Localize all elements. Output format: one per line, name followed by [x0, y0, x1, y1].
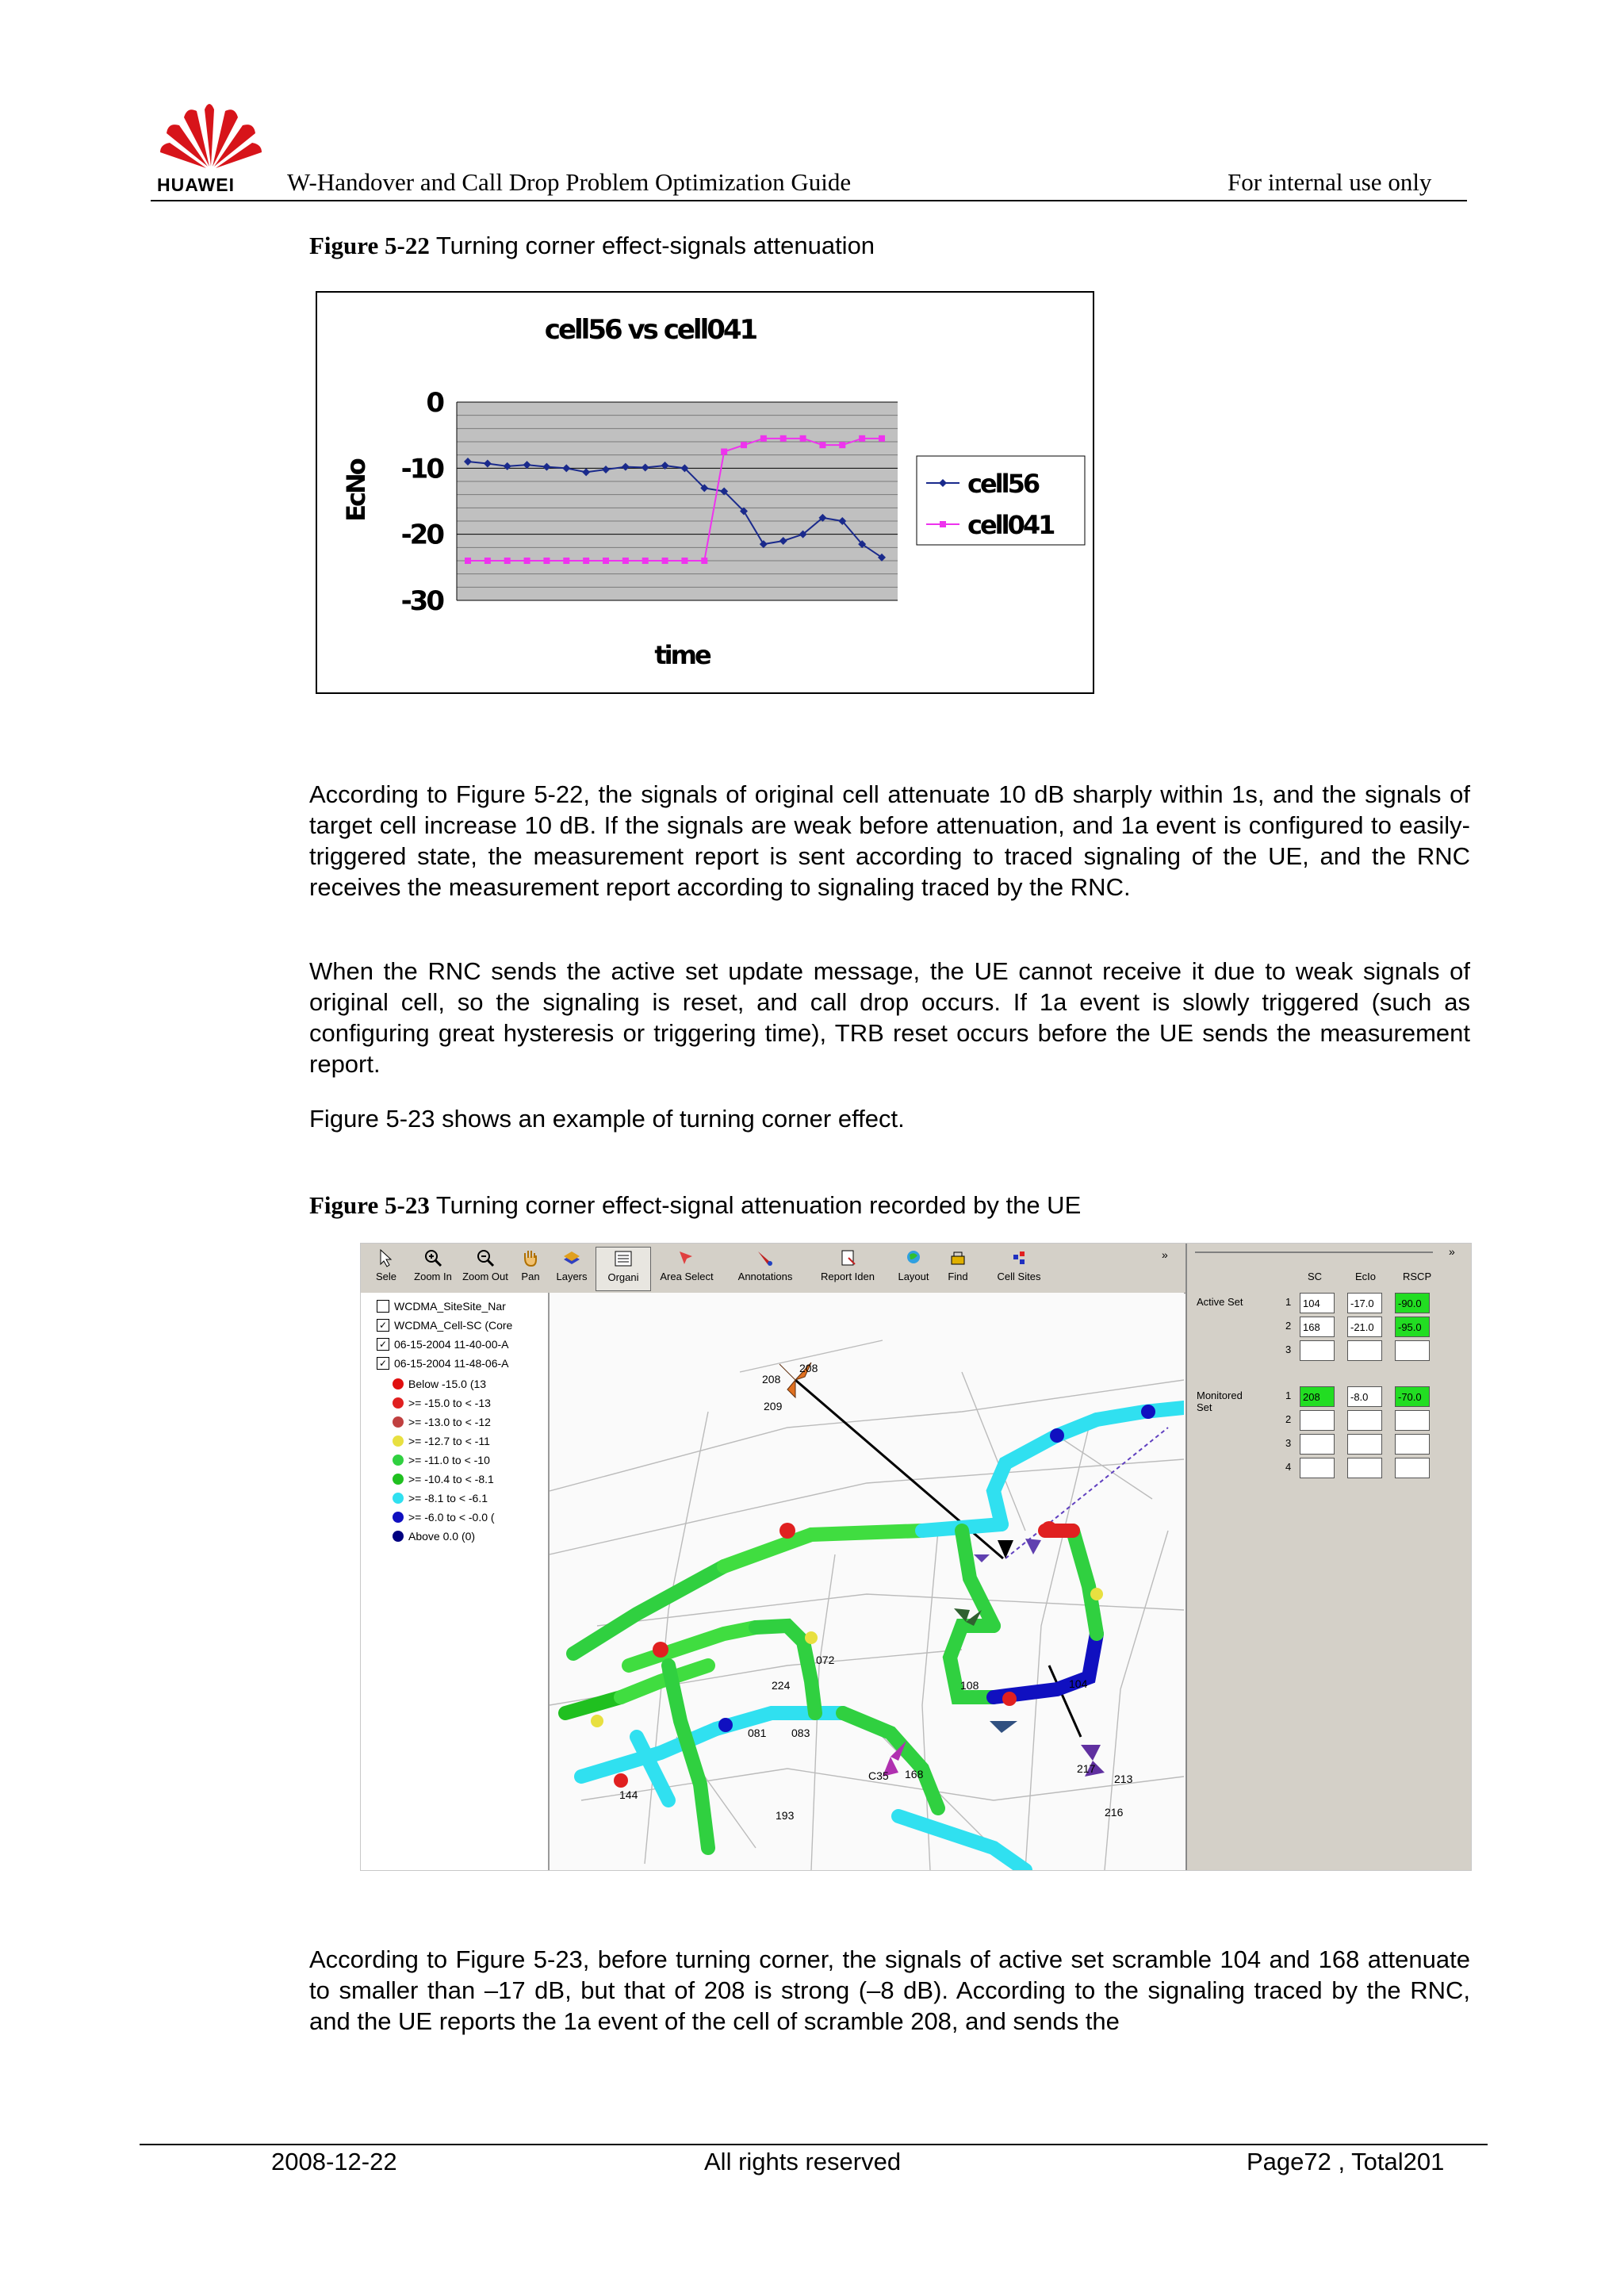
site-label: 213	[1114, 1773, 1133, 1785]
site-label: 216	[1105, 1806, 1124, 1819]
figure-23-text: Turning corner effect-signal attenuation recorded by the UE	[435, 1191, 1082, 1219]
legend-dot-icon	[393, 1416, 404, 1428]
data-point-cell041	[563, 558, 569, 564]
tool-zoom-in[interactable]: Zoom In	[408, 1247, 458, 1290]
col-header-ecio: EcIo	[1355, 1271, 1377, 1282]
site-label: 083	[791, 1727, 810, 1739]
data-point-cell041	[583, 558, 589, 564]
data-point-cell041	[622, 558, 629, 564]
legend-label: >= -8.1 to < -6.1	[408, 1492, 488, 1504]
data-point-cell041	[504, 558, 511, 564]
data-point-cell041	[800, 435, 806, 442]
panel-slider[interactable]	[1195, 1251, 1433, 1253]
cell-rscp	[1395, 1434, 1430, 1455]
drive-test-screenshot	[360, 1243, 1472, 1871]
cell-ecio	[1347, 1458, 1382, 1478]
cell-ecio: -8.0	[1347, 1386, 1382, 1407]
legend-label-cell041: cell041	[967, 510, 1054, 540]
legend-dot-icon	[393, 1493, 404, 1504]
legend-row	[393, 1527, 475, 1545]
site-label: 193	[776, 1809, 795, 1822]
paragraph-1: According to Figure 5-22, the signals of original cell attenuate 10 dB sharply within 1s, and the signals of target cell increase 10 dB. If the signals are weak before attenuation, and 1a event is configured to easily-triggered state, the measurement report is sent according to traced signaling of the UE, and the RNC receives the measurement report according to signaling traced by the RNC.	[309, 780, 1470, 901]
legend-label: >= -13.0 to < -12	[408, 1416, 491, 1428]
cell-ecio: -21.0	[1347, 1317, 1382, 1337]
site-label: 081	[748, 1727, 767, 1739]
chart-svg	[317, 293, 1093, 692]
legend-dot-icon	[393, 1397, 404, 1409]
figure-22-text: Turning corner effect-signals attenuation	[435, 232, 875, 259]
footer-rights: All rights reserved	[704, 2148, 902, 2175]
tool-zoom-out[interactable]: Zoom Out	[459, 1247, 511, 1290]
cell-sc	[1300, 1434, 1335, 1455]
legend-row	[393, 1489, 488, 1507]
y-tick-label: 0	[426, 387, 442, 419]
site-label: 144	[619, 1788, 638, 1801]
site-label: 104	[1069, 1677, 1088, 1690]
data-point-cell041	[760, 435, 767, 442]
figure-23-label: Figure 5-23	[309, 1191, 430, 1219]
tree-item[interactable]: ✓ 06-15-2004 11-40-00-A	[377, 1336, 509, 1353]
site-label: 072	[816, 1654, 835, 1666]
tool-area-select[interactable]: Area Select	[651, 1247, 722, 1290]
toolbar-overflow-icon[interactable]: »	[1162, 1248, 1168, 1261]
cell-sc	[1300, 1458, 1335, 1478]
map-canvas	[550, 1293, 1184, 1870]
data-point-cell041	[681, 558, 688, 564]
zoom-in-icon	[423, 1248, 443, 1267]
tool-layout[interactable]: Layout	[889, 1247, 938, 1290]
set-index: 4	[1285, 1461, 1292, 1473]
zoom-out-icon	[475, 1248, 496, 1267]
set-index: 2	[1285, 1413, 1292, 1425]
set-index: 2	[1285, 1320, 1292, 1332]
huawei-wordmark: HUAWEI	[157, 174, 235, 195]
legend-dot-icon	[393, 1474, 404, 1485]
figure-22-caption	[309, 232, 875, 260]
site-label: 208	[762, 1373, 781, 1386]
tool-report-identifier[interactable]: Report Iden	[808, 1247, 887, 1290]
tree-item[interactable]: WCDMA_SiteSite_Nar	[377, 1297, 506, 1315]
data-point-cell041	[741, 442, 747, 448]
site-label: 108	[960, 1679, 979, 1692]
legend-row	[393, 1451, 490, 1469]
tree-item[interactable]: ✓ WCDMA_Cell-SC (Core	[377, 1317, 512, 1334]
cell-ecio	[1347, 1410, 1382, 1431]
data-point-cell041	[543, 558, 550, 564]
layout-icon	[903, 1248, 924, 1267]
legend-label: >= -6.0 to < -0.0 (	[408, 1511, 495, 1524]
site-label: 224	[772, 1679, 791, 1692]
legend-row	[393, 1508, 495, 1526]
set-index: 3	[1285, 1437, 1292, 1449]
map-toolbar	[361, 1244, 1185, 1294]
data-point-cell041	[603, 558, 609, 564]
tool-annotations[interactable]: Annotations	[724, 1247, 806, 1290]
col-header-rscp: RSCP	[1403, 1271, 1432, 1282]
huawei-petals-icon	[157, 94, 265, 170]
active-set-label: Active Set	[1197, 1296, 1243, 1308]
tool-find[interactable]: Find	[940, 1247, 976, 1290]
data-point-cell041	[524, 558, 530, 564]
cell-rscp	[1395, 1410, 1430, 1431]
legend-row	[393, 1413, 491, 1431]
legend-label-cell56: cell56	[967, 469, 1039, 499]
legend-dot-icon	[393, 1531, 404, 1542]
legend-label: >= -11.0 to < -10	[408, 1454, 490, 1466]
header-rule	[151, 200, 1467, 201]
cell-rscp: -90.0	[1395, 1293, 1430, 1313]
cell-sc: 208	[1300, 1386, 1335, 1407]
data-point-cell041	[839, 442, 845, 448]
annotation-icon	[755, 1248, 776, 1267]
active-set-panel	[1185, 1244, 1472, 1870]
cell-rscp	[1395, 1458, 1430, 1478]
chart-title: cell56 vs cell041	[544, 314, 756, 346]
cell-sc: 168	[1300, 1317, 1335, 1337]
set-index: 1	[1285, 1389, 1292, 1401]
cell-sc	[1300, 1410, 1335, 1431]
data-point-cell041	[701, 558, 707, 564]
paragraph-2: When the RNC sends the active set update message, the UE cannot receive it due to weak signals of original cell, so the signaling is reset, and call drop occurs. If 1a event is slowly triggered (such as configuring great hysteresis or triggering time), TRB reset occurs before the UE sends the measurement report.	[309, 957, 1470, 1078]
data-point-cell041	[662, 558, 668, 564]
cell-rscp: -70.0	[1395, 1386, 1430, 1407]
legend-label: >= -15.0 to < -13	[408, 1397, 491, 1409]
legend-dot-icon	[393, 1435, 404, 1447]
y-axis-label: EcNo	[341, 460, 371, 522]
panel-expand-icon[interactable]: »	[1449, 1245, 1455, 1258]
legend-row	[393, 1375, 486, 1393]
site-label: 209	[764, 1400, 783, 1412]
legend-row	[393, 1432, 490, 1450]
cell-ecio	[1347, 1434, 1382, 1455]
cell-sc	[1300, 1340, 1335, 1361]
plot-area	[457, 402, 898, 600]
tool-organizer[interactable]: Organi	[596, 1247, 651, 1291]
cell-ecio	[1347, 1340, 1382, 1361]
doc-title: W-Handover and Call Drop Problem Optimization Guide	[287, 168, 852, 196]
y-tick-label: -20	[400, 519, 442, 551]
tree-item[interactable]: ✓ 06-15-2004 11-48-06-A	[377, 1355, 509, 1372]
tool-cell-sites[interactable]: Cell Sites	[987, 1247, 1051, 1290]
tool-select[interactable]: Sele	[366, 1247, 407, 1290]
site-label: 208	[799, 1362, 818, 1374]
data-point-cell041	[642, 558, 649, 564]
set-index: 1	[1285, 1296, 1292, 1308]
paragraph-4: According to Figure 5-23, before turning corner, the signals of active set scramble 104 and 168 attenuate to smaller than –17 dB, but that of 208 is strong (–8 dB). According to the signaling traced by the RNC, and the UE reports the 1a event of the cell of scramble 208, and sends the	[309, 1945, 1470, 2035]
cell-rscp: -95.0	[1395, 1317, 1430, 1337]
x-axis-label: time	[654, 640, 710, 670]
organizer-icon	[613, 1249, 634, 1268]
report-icon	[837, 1248, 858, 1267]
set-index: 3	[1285, 1343, 1292, 1355]
legend-label: Above 0.0 (0)	[408, 1530, 476, 1543]
col-header-sc: SC	[1308, 1271, 1323, 1282]
cell-rscp	[1395, 1340, 1430, 1361]
figure-22-label: Figure 5-22	[309, 232, 430, 259]
monitored-set-label: Monitored Set	[1197, 1389, 1243, 1413]
data-point-cell041	[819, 442, 825, 448]
cell-ecio: -17.0	[1347, 1293, 1382, 1313]
data-point-cell041	[485, 558, 491, 564]
legend-dot-icon	[393, 1512, 404, 1523]
footer-date: 2008-12-22	[271, 2148, 397, 2175]
find-icon	[948, 1248, 968, 1267]
site-label: 168	[905, 1768, 924, 1780]
area-select-icon	[676, 1248, 697, 1267]
y-tick-label: -30	[400, 585, 442, 617]
cell-site-icon	[1009, 1248, 1029, 1267]
tool-pan[interactable]: Pan	[513, 1247, 548, 1290]
drive-route-map	[550, 1293, 1184, 1870]
ecno-line-chart	[316, 291, 1094, 694]
cell-sc: 104	[1300, 1293, 1335, 1313]
footer-page: Page72 , Total201	[1247, 2148, 1445, 2175]
data-point-cell041	[879, 435, 885, 442]
figure-23-caption	[309, 1191, 1081, 1220]
legend-dot-icon	[393, 1378, 404, 1389]
legend-row	[393, 1394, 491, 1412]
huawei-logo	[157, 94, 265, 195]
legend-label: >= -12.7 to < -11	[408, 1435, 490, 1447]
data-point-cell041	[780, 435, 787, 442]
paragraph-3: Figure 5-23 shows an example of turning corner effect.	[309, 1105, 905, 1133]
data-point-cell041	[465, 558, 471, 564]
y-tick-label: -10	[400, 453, 442, 485]
hand-icon	[520, 1248, 541, 1267]
layer-tree	[361, 1293, 550, 1870]
legend-dot-icon	[393, 1455, 404, 1466]
data-point-cell041	[859, 435, 865, 442]
legend-label: Below -15.0 (13	[408, 1378, 487, 1390]
site-label: C35	[868, 1769, 889, 1782]
layers-icon	[561, 1248, 582, 1267]
cursor-icon	[376, 1248, 396, 1267]
legend-label: >= -10.4 to < -8.1	[408, 1473, 494, 1485]
data-point-cell041	[721, 449, 727, 455]
footer-rule	[140, 2144, 1488, 2145]
site-label: 217	[1077, 1762, 1096, 1775]
classification-label: For internal use only	[1228, 168, 1432, 196]
legend-row	[393, 1470, 494, 1488]
tool-layers[interactable]: Layers	[550, 1247, 594, 1290]
